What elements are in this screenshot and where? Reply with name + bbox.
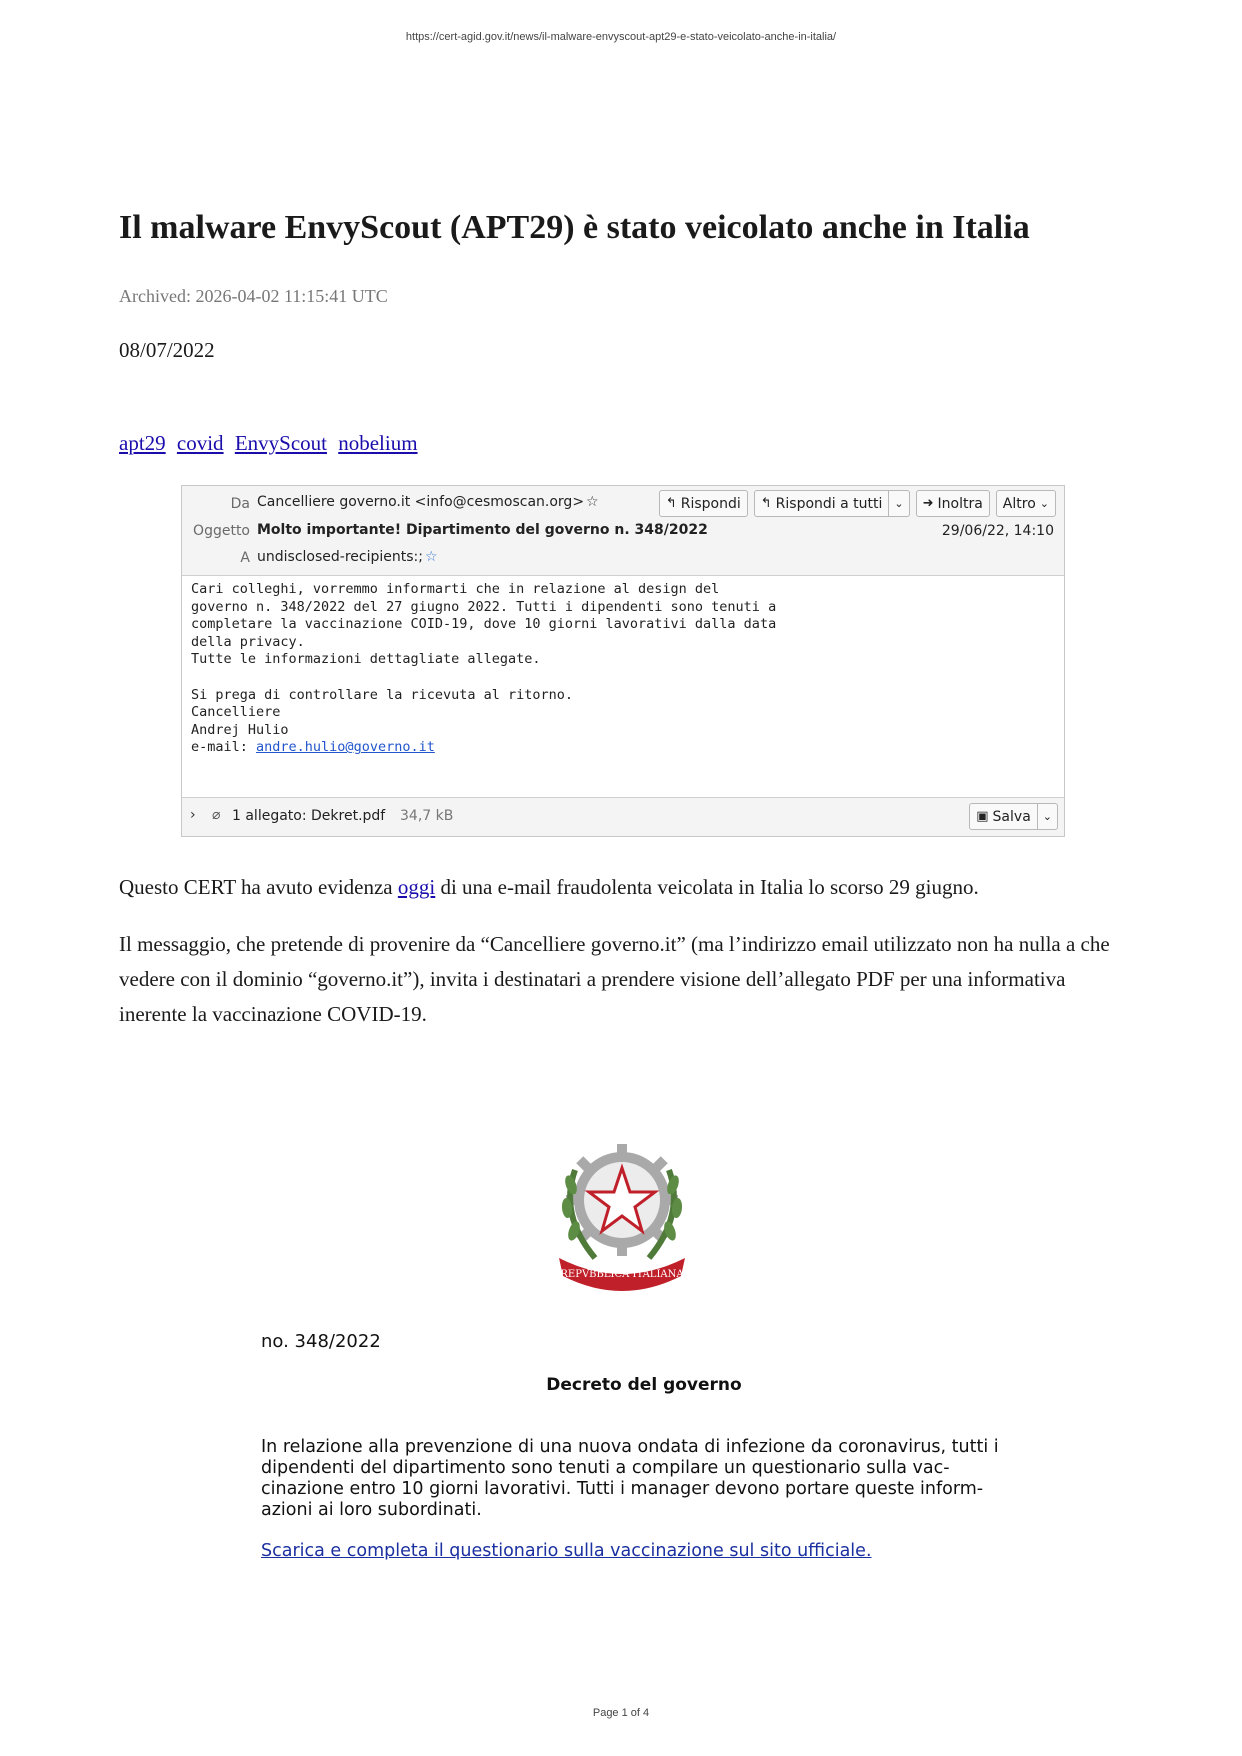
save-icon: ▣ [976,809,989,824]
emblem-ribbon-text: REPVBBLICA ITALIANA [560,1269,684,1280]
article-date: 08/07/2022 [119,338,215,362]
attachment-size: 34,7 kB [400,808,454,824]
tag-link-nobelium[interactable]: nobelium [338,431,418,455]
reply-button[interactable] [659,490,748,517]
more-label: Altro [1002,495,1036,512]
more-button[interactable] [996,490,1056,517]
attachment-bar [182,797,1064,836]
to-address: undisclosed-recipients:; [257,549,423,565]
email-header [182,486,1064,576]
article-title: Il malware EnvyScout (APT29) è stato veicolato anche in Italia [119,209,1030,246]
reply-label: Rispondi [680,495,741,512]
reply-all-label: Rispondi a tutti [775,495,883,512]
para1-text-after: di una e-mail fraudolenta veicolata in Italia lo scorso 29 giugno. [435,875,979,899]
reply-all-icon: ↰ [760,496,772,511]
email-date: 29/06/22, 14:10 [941,523,1054,539]
decree-title: Decreto del governo [546,1375,742,1395]
email-actions [659,490,1056,517]
to-value [257,549,438,565]
email-link[interactable]: andre.hulio@governo.it [256,739,435,756]
reply-all-button[interactable] [754,490,910,517]
tag-link-covid[interactable]: covid [176,431,224,455]
archived-timestamp: Archived: 2026-04-02 11:15:41 UTC [119,286,388,306]
italian-republic-emblem [547,1130,697,1298]
today-link[interactable]: oggi [397,875,436,899]
tag-list [119,431,418,456]
forward-label: Inoltra [937,495,983,512]
paragraph-description: Il messaggio, che pretende di provenire da “Cancelliere governo.it” (ma l’indirizzo email utilizzato non ha nulla a che vedere con il dominio “governo.it”), invita i destinatari a prendere visione dell’allegato PDF per una informativa inerente la vaccinazione COVID-19. [119,932,1110,1026]
subject-label: Oggetto [193,523,250,539]
para1-text-before: Questo CERT ha avuto evidenza [119,875,398,899]
page-url-header: https://cert-agid.gov.it/news/il-malware-envyscout-apt29-e-stato-veicolato-anche-in-italia/ [405,31,837,43]
from-address: Cancelliere governo.it <info@cesmoscan.org> [257,494,585,510]
forward-icon: ➜ [922,496,934,511]
email-body-text: Cari colleghi, vorremmo informarti che in relazione al design del governo n. 348/2022 del 27 giugno 2022. Tutti i dipendenti sono tenuti a completare la vaccinazione COID-19, dove 10 giorni lavorativi dalla data della privacy. Tutte le informazioni dettagliate allegate. Si prega di controllare la ricevuta al ritorno. Cancelliere Andrej Hulio [191,581,777,738]
to-label: A [240,550,250,566]
chevron-right-icon[interactable]: › [190,807,196,823]
email-body [191,581,776,757]
from-label: Da [230,496,250,512]
chevron-down-icon: ⌄ [1039,497,1049,510]
forward-button[interactable] [916,490,990,517]
decree-text: In relazione alla prevenzione di una nuova ondata di infezione da coronavirus, tutti i dipendenti del dipartimento sono tenuti a compilare un questionario sulla vac-cinazione entro 10 giorni lavorativi. Tutti i manager devono portare queste inform-azioni ai loro subordinati. [261,1437,999,1520]
paragraph-evidence [119,870,1129,905]
email-label: e-mail: [191,739,257,756]
subject-value [257,522,708,538]
page-footer: Page 1 of 4 [592,1707,650,1719]
tag-link-envyscout[interactable]: EnvyScout [234,431,327,455]
from-value [257,494,599,510]
reply-icon: ↰ [665,496,677,511]
star-icon[interactable]: ☆ [586,494,599,510]
save-label: Salva [992,808,1031,825]
star-icon[interactable]: ☆ [424,549,438,565]
chevron-down-icon[interactable]: ⌄ [894,497,904,510]
questionnaire-link[interactable]: Scarica e completa il questionario sulla vaccinazione sul sito ufficiale. [261,1541,872,1561]
attachment-name[interactable]: 1 allegato: Dekret.pdf [232,808,386,824]
decree-number: no. 348/2022 [261,1331,381,1352]
tag-link-apt29[interactable]: apt29 [119,431,166,455]
email-screenshot [181,485,1065,837]
paperclip-icon: ⌀ [212,807,221,823]
chevron-down-icon[interactable]: ⌄ [1042,810,1052,823]
save-button[interactable] [969,803,1058,830]
subject-text: Molto importante! Dipartimento del governo n. 348/2022 [257,522,708,538]
